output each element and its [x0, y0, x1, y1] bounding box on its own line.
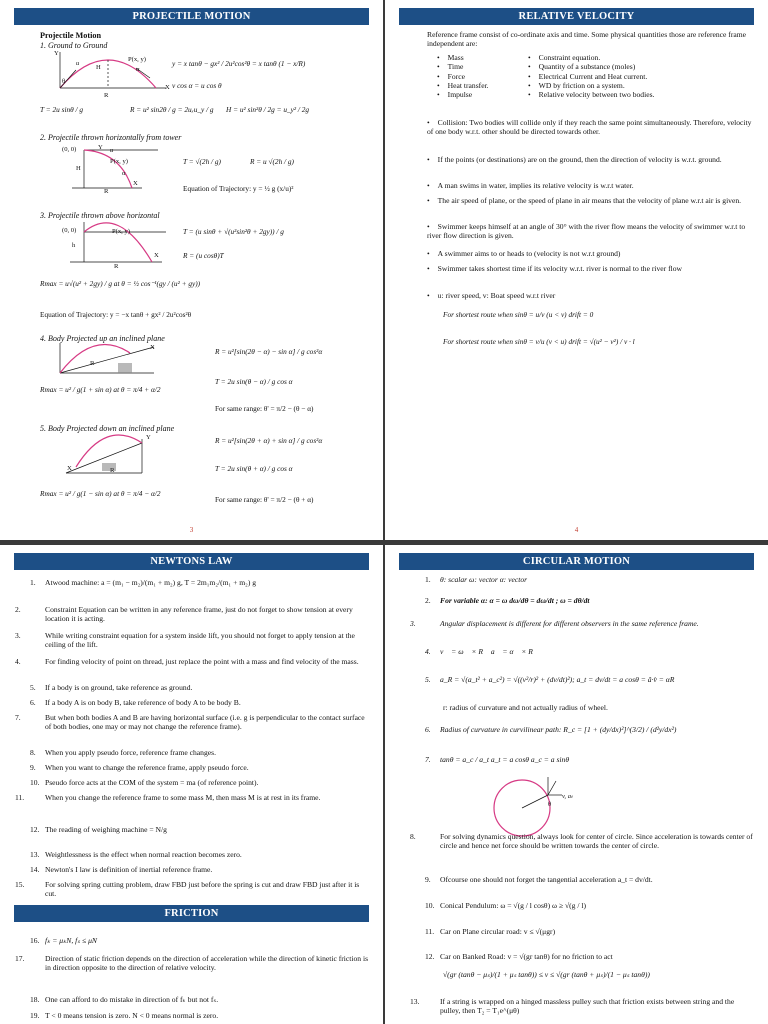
s3-rmax-eq: Rmax = u√(u² + 2gy) / g at θ = ½ cos⁻¹(gy / (u² + gy)) [40, 279, 201, 288]
newton-item-1: 1. Atwood machine: a = (m₁ − m₂)/(m₁ + m₂) g, T = 2m₁m₂/(m₁ + m₂) g [30, 578, 257, 587]
s2-trajectory-eq: Equation of Trajectory: y = ½ g (x/u)² [183, 184, 294, 193]
newton-item-12: 12. The reading of weighing machine = N/g [30, 825, 167, 834]
circ-item-1: 1. θ: scalar ω: vector α: vector [425, 575, 528, 584]
page-newtons-law [0, 545, 383, 1024]
newton-item-9: 9. When you want to change the reference frame, apply pseudo force. [30, 763, 249, 772]
friction-header: FRICTION [14, 905, 369, 922]
s4-time-eq: T = 2u sin(θ − α) / g cos α [215, 377, 293, 386]
s4-same-range: For same range: θ' = π/2 − (θ − α) [215, 404, 314, 413]
subsection-3-title: 3. Projectile thrown above horizontal [40, 211, 160, 220]
circ-item-9: 9. Ofcourse one should not forget the tangential acceleration a_t = dv/dt. [425, 875, 653, 884]
circ-item-2: 2. For variable α: α = ω dω/dθ = dω/dt ; ω = dθ/dt [425, 596, 590, 605]
bullet-heads: • A swimmer aims to or heads to (velocity is not w.r.t ground) [427, 249, 752, 258]
bullet-speeds: • u: river speed, v: Boat speed w.r.t river [427, 291, 752, 300]
s2-range-eq: R = u √(2h / g) [250, 157, 294, 166]
independent-list-right: • Constraint equation. • Quantity of a substance (moles) • Electrical Current and Heat current. • WD by friction on a system. • Relative velocity between two bodies. [528, 53, 748, 99]
s2-time-eq: T = √(2h / g) [183, 157, 221, 166]
bullet-swim: • A man swims in water, implies its relative velocity is w.r.t water. [427, 181, 752, 190]
newton-item-8: 8. When you apply pseudo force, reference frame changes. [30, 748, 216, 757]
circ-item-8: 8. For solving dynamics question, always look for center of circle. Since acceleration is towards center of circle and hence net force should be written towards the center of circle. [410, 832, 753, 851]
newton-item-15: 15. For solving spring cutting problem, draw FBD just before the spring is cut and draw FBD just after it is cut. [15, 880, 360, 899]
newton-item-11: 11. When you change the reference frame to some mass M, then mass M is at rest in its frame. [15, 793, 321, 802]
independent-list-left: • Mass • Time • Force • Heat transfer. • Impulse [437, 53, 577, 99]
circ-item-12: 12. Car on Banked Road: v = √(gr tanθ) for no friction to act [425, 952, 613, 961]
newton-item-6: 6. If a body A is on body B, take reference of body A to be body B. [30, 698, 241, 707]
s4-range-eq: R = u²[sin(2θ − α) − sin α] / g cos²α [215, 347, 323, 356]
section-title: Projectile Motion [40, 31, 102, 40]
page-number: 3 [189, 526, 194, 534]
s5-rmax-eq: Rmax = u² / g(1 − sin α) at θ = π/4 − α/2 [40, 489, 161, 498]
subsection-5-title: 5. Body Projected down an inclined plane [40, 424, 175, 433]
s4-rmax-eq: Rmax = u² / g(1 + sin α) at θ = π/4 + α/2 [40, 385, 161, 394]
newton-item-7: 7. But when both bodies A and B are having horizontal surface (i.e. g is perpendicular to the contact surface of both bodies, one may or may not change the reference frame). [15, 713, 365, 732]
intro-text: Reference frame consist of co-ordinate axis and time. Some physical quantities those are reference frame independent are: [427, 30, 747, 49]
s3-trajectory-eq: Equation of Trajectory: y = −x tanθ + gx² / 2u²cos²θ [40, 310, 192, 319]
friction-item-16: 16. fₖ = μₖN, fₛ ≤ μN [30, 936, 97, 945]
page-projectile-motion: PROJECTILE MOTION Projectile Motion 1. Ground to Ground Y u H P(x, y) α θ X R y = x tanθ − gx² / 2u²cos²θ = x tanθ (1 − x/R) v cos α = u cos θ T = 2u sinθ / g R = u² sin2θ / g = 2uₓu_y / g H = u² sin²θ / 2g = u_y² / 2g 2. Projectile thrown horizontally from tower (0, 0) Y u P(x, y) α H X R T = √(2h / g) R = u √(2h / g) Equation of Trajectory: y = ½ g (x/u)² 3. Projectile thrown above horizontal (0, 0) P(x, y) h X R T = (u sinθ + √(u²sin²θ + 2gy)) / g R = (u cosθ)T Rmax = u√(u² + 2gy) / g at θ = ½ cos⁻¹(gy / (u² + gy)) Equation of Trajectory: y = −x tanθ + gx² / 2u²cos²θ 4. Body Projected up an inclined plane X R R = u²[sin(2θ − α) − sin α] / g cos²α Rmax = u² / g(1 + sin α) at θ = π/4 + α/2 T = 2u sin(θ − α) / g cos α For same range: θ' = π/2 − (θ − α) 5. Body Projected down an inclined plane X R Y R = u²[sin(2θ + α) + sin α] / g cos²α T = 2u sin(θ + α) / g cos α Rmax = u² / g(1 − sin α) at θ = π/4 − α/2 For same range: θ' = π/2 − (θ + α) 3 [0, 0, 383, 540]
newton-item-2: 2. Constraint Equation can be written in any reference frame, just do not forget to show tension at every location it is acting. [15, 605, 353, 624]
circ-note-r: r: radius of curvature and not actually radius of wheel. [443, 703, 608, 712]
section-header: CIRCULAR MOTION [399, 553, 754, 570]
collision-note: • Collision: Two bodies will collide only if they reach the same point simultaneously. Therefore, velocity of one body w.r.t. other should be directed towards other. [427, 118, 752, 137]
newton-item-3: 3. While writing constraint equation for a system inside lift, you should not forget to apply tension at the ceiling of the lift. [15, 631, 355, 650]
bullet-swimmer-angle: • Swimmer keeps himself at an angle of 30° with the river flow means the velocity of swimmer w.r.t to river flow direction is given. [427, 222, 752, 241]
circ-item-5: 5. a_R = √(a_t² + a_c²) = √((v²/r)² + (dv/dt)²); a_t = dv/dt = a cosθ = â·v̂ = αR [425, 675, 675, 684]
circ-item-11: 11. Car on Plane circular road: v ≤ √(μgr) [425, 927, 556, 936]
circ-item-10: 10. Conical Pendulum: ω = √(g / l cosθ) ω ≥ √(g / l) [425, 901, 586, 910]
s3-time-eq: T = (u sinθ + √(u²sin²θ + 2gy)) / g [183, 227, 284, 236]
newton-item-4: 4. For finding velocity of point on thread, just replace the point with a mass and find velocity of the mass. [15, 657, 359, 666]
above-horizontal-diagram [62, 218, 172, 268]
page-relative-velocity [385, 0, 768, 540]
section-header: NEWTONS LAW [14, 553, 369, 570]
s5-time-eq: T = 2u sin(θ + α) / g cos α [215, 464, 293, 473]
bullet-ground: • If the points (or destinations) are on the ground, then the direction of velocity is w.r.t. ground. [427, 155, 752, 164]
circ-item-6: 6. Radius of curvature in curvilinear path: R_c = [1 + (dy/dx)²]^(3/2) / (d²y/dx²) [425, 725, 677, 734]
newton-item-13: 13. Weightlessness is the effect when normal reaction becomes zero. [30, 850, 242, 859]
subsection-4-title: 4. Body Projected up an inclined plane [40, 334, 165, 343]
section-header: PROJECTILE MOTION [14, 8, 369, 25]
s3-range-eq: R = (u cosθ)T [183, 251, 224, 260]
banked-road-range: √(gr (tanθ − μₛ)/(1 + μₛ tanθ)) ≤ v ≤ √(gr (tanθ + μₛ)/(1 − μₛ tanθ)) [443, 970, 650, 979]
page-number: 4 [574, 526, 579, 534]
page-circular-motion: CIRCULAR MOTION 1. θ: scalar ω: vector α: vector 2. For variable α: α = ω dω/dθ = dω/dt ; ω = dθ/dt 3. Angular displacement is different for different observers in the same reference frame. 4. v⃗ = ω⃗ × R⃗ a⃗ = α⃗ × R⃗ 5. a_R = √(a_t² + a_c²) = √((v²/r)² + (dv/dt)²); a_t = dv/dt = a cosθ = â·v̂ = αR r: radius of curvature and not actually radius of wheel. 6. Radius of curvature in curvilinear path: R_c = [1 + (dy/dx)²]^(3/2) / (d²y/dx²) 7. tanθ = a_c / a_t a_t = a cosθ a_c = a sinθ v, aₜ θ 8. For solving dynamics question, always look for center of circle. Since acceleration is towards center of circle and hence net force should be written towards the center of circle. 9. Ofcourse one should not forget the tangential acceleration a_t = dv/dt. 10. Conical Pendulum: ω = √(g / l cosθ) ω ≥ √(g / l) 11. Car on Plane circular road: v ≤ √(μgr) 12. Car on Banked Road: v = √(gr tanθ) for no friction to act √(gr (tanθ − μₛ)/(1 + μₛ tanθ)) ≤ v ≤ √(gr (tanθ + μₛ)/(1 − μₛ tanθ)) 13. If a string is wrapped on a hinged massless pulley such that friction exists between string and the pulley, then T₂ = T₁e^(μθ) [385, 545, 768, 1024]
circ-item-4: 4. v⃗ = ω⃗ × R⃗ a⃗ = α⃗ × R⃗ [425, 647, 539, 656]
circ-item-7: 7. tanθ = a_c / a_t a_t = a cosθ a_c = a sinθ [425, 755, 570, 764]
friction-item-19: 19. T < 0 means tension is zero. N < 0 means normal is zero. [30, 1011, 219, 1020]
shortest-route-1: For shortest route when sinθ = u/v (u < v) drift = 0 [443, 310, 594, 319]
s1-trajectory-eq: y = x tanθ − gx² / 2u²cos²θ = x tanθ (1 − x/R) [172, 59, 306, 68]
s5-range-eq: R = u²[sin(2θ + α) + sin α] / g cos²α [215, 436, 323, 445]
section-header: RELATIVE VELOCITY [399, 8, 754, 25]
subsection-2-title: 2. Projectile thrown horizontally from tower [40, 133, 182, 142]
circ-item-3: 3. Angular displacement is different for different observers in the same reference frame. [410, 619, 699, 628]
friction-item-17: 17. Direction of static friction depends on the direction of acceleration while the direction of kinetic friction is in direction opposite to the direction of relative velocity. [15, 954, 369, 973]
ground-to-ground-diagram [58, 52, 168, 94]
s1-time-eq: T = 2u sinθ / g [40, 105, 84, 114]
inclined-down-diagram [62, 433, 172, 481]
s1-velocity-eq: v cos α = u cos θ [172, 81, 222, 90]
newton-item-14: 14. Newton's I law is definition of inertial reference frame. [30, 865, 213, 874]
newton-item-10: 10. Pseudo force acts at the COM of the system = ma (of reference point). [30, 778, 259, 787]
newton-item-5: 5. If a body is on ground, take reference as ground. [30, 683, 193, 692]
shortest-route-2: For shortest route when sinθ = v/u (v < u) drift = √(u² − v²) / v · l [443, 337, 635, 346]
bullet-airspeed: • The air speed of plane, or the speed of plane in air means that the velocity of plane w.r.t air is given. [427, 196, 752, 205]
friction-item-18: 18. One can afford to do mistake in direction of fₖ but not fₛ. [30, 995, 219, 1004]
subsection-1-title: 1. Ground to Ground [40, 41, 108, 50]
s5-same-range: For same range: θ' = π/2 − (θ + α) [215, 495, 314, 504]
s1-range-eq: R = u² sin2θ / g = 2uₓu_y / g [130, 105, 214, 114]
s1-height-eq: H = u² sin²θ / 2g = u_y² / 2g [226, 105, 310, 114]
circ-item-13: 13. If a string is wrapped on a hinged massless pulley such that friction exists between string and the pulley, then T₂ = T₁e^(μθ) [410, 997, 735, 1016]
bullet-shortest-time: • Swimmer takes shortest time if its velocity w.r.t. river is normal to the river flow [427, 264, 752, 273]
